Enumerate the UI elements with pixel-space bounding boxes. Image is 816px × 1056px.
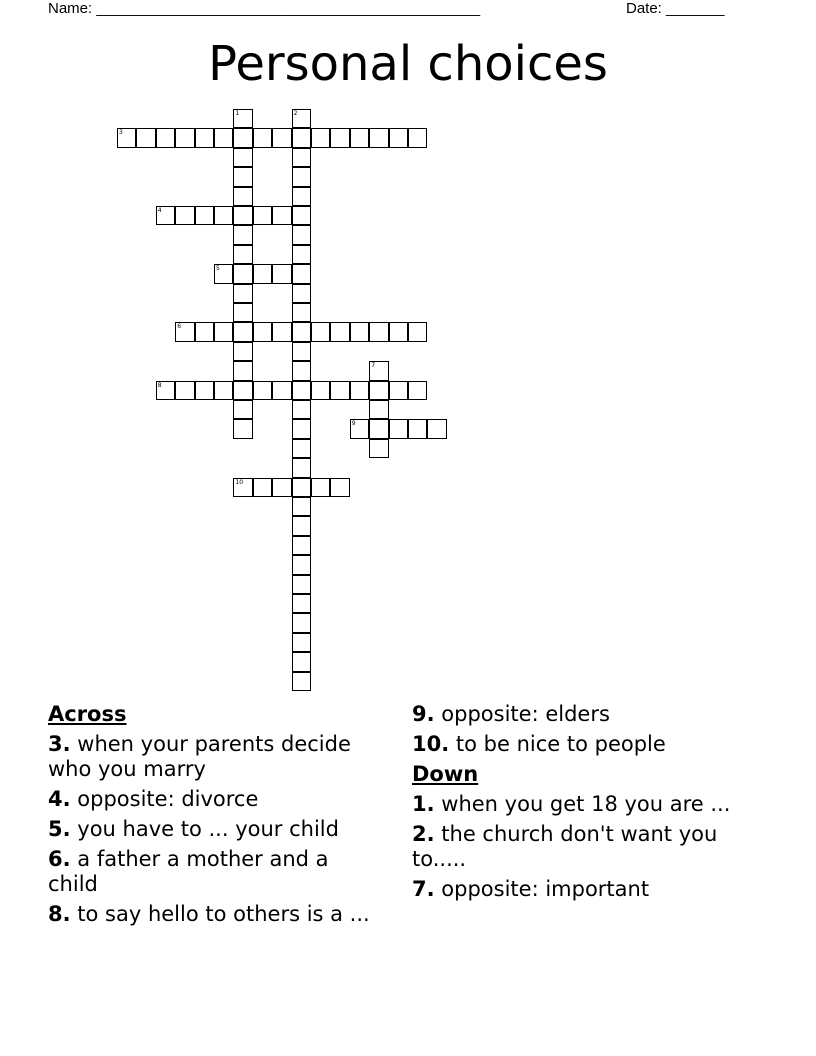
grid-cell[interactable] <box>156 206 175 225</box>
grid-cell[interactable] <box>253 206 272 225</box>
grid-cell[interactable] <box>330 322 349 341</box>
grid-cell[interactable] <box>195 206 214 225</box>
grid-cell[interactable] <box>292 206 311 225</box>
grid-cell[interactable] <box>253 128 272 147</box>
clue-across-9 <box>412 702 757 727</box>
clue-across-5 <box>48 817 383 842</box>
grid-cell[interactable] <box>272 128 291 147</box>
grid-cell[interactable] <box>369 361 388 380</box>
grid-cell[interactable] <box>292 225 311 244</box>
grid-cell[interactable] <box>272 381 291 400</box>
grid-cell[interactable] <box>292 381 311 400</box>
clue-number: 2. <box>412 822 435 846</box>
grid-cell[interactable] <box>330 478 349 497</box>
clue-text: the church don't want you to..... <box>412 822 718 871</box>
grid-cell[interactable] <box>292 284 311 303</box>
grid-cell[interactable] <box>292 109 311 128</box>
grid-cell[interactable] <box>292 516 311 535</box>
grid-cell[interactable] <box>253 322 272 341</box>
cell-number: 10 <box>235 478 244 486</box>
grid-cell[interactable] <box>233 303 252 322</box>
name-field-label: Name: ______________________________________________ <box>48 0 481 17</box>
grid-cell[interactable] <box>136 128 155 147</box>
clue-text: opposite: important <box>441 877 650 901</box>
grid-cell[interactable] <box>233 245 252 264</box>
clue-across-8 <box>48 902 383 927</box>
clue-number: 6. <box>48 847 71 871</box>
grid-cell[interactable] <box>408 322 427 341</box>
clue-number: 10. <box>412 732 450 756</box>
grid-cell[interactable] <box>272 264 291 283</box>
grid-cell[interactable] <box>292 361 311 380</box>
grid-cell[interactable] <box>272 322 291 341</box>
grid-cell[interactable] <box>214 322 233 341</box>
grid-cell[interactable] <box>233 206 252 225</box>
grid-cell[interactable] <box>292 594 311 613</box>
grid-cell[interactable] <box>272 206 291 225</box>
grid-cell[interactable] <box>292 303 311 322</box>
grid-cell[interactable] <box>427 419 446 438</box>
cell-number: 7 <box>371 362 376 370</box>
grid-cell[interactable] <box>408 128 427 147</box>
clue-across-4 <box>48 787 383 812</box>
down-heading: Down <box>412 762 479 786</box>
grid-cell[interactable] <box>292 245 311 264</box>
grid-cell[interactable] <box>233 284 252 303</box>
grid-cell[interactable] <box>233 225 252 244</box>
grid-cell[interactable] <box>330 381 349 400</box>
grid-cell[interactable] <box>292 439 311 458</box>
grid-cell[interactable] <box>292 652 311 671</box>
clue-text: opposite: divorce <box>77 787 259 811</box>
grid-cell[interactable] <box>311 322 330 341</box>
grid-cell[interactable] <box>292 167 311 186</box>
grid-cell[interactable] <box>214 381 233 400</box>
cell-number: 5 <box>216 265 220 273</box>
grid-cell[interactable] <box>292 672 311 691</box>
grid-cell[interactable] <box>156 381 175 400</box>
grid-cell[interactable] <box>233 187 252 206</box>
grid-cell[interactable] <box>330 128 349 147</box>
grid-cell[interactable] <box>233 128 252 147</box>
grid-cell[interactable] <box>272 478 291 497</box>
cell-number: 1 <box>235 110 240 117</box>
grid-cell[interactable] <box>292 555 311 574</box>
grid-cell[interactable] <box>233 342 252 361</box>
grid-cell[interactable] <box>350 322 369 341</box>
page-title: Personal choices <box>208 36 608 92</box>
grid-cell[interactable] <box>292 633 311 652</box>
grid-cell[interactable] <box>195 381 214 400</box>
cell-number: 4 <box>157 207 162 214</box>
grid-cell[interactable] <box>292 264 311 283</box>
grid-cell[interactable] <box>292 613 311 632</box>
clue-text: you have to ... your child <box>77 817 339 841</box>
clue-down-1 <box>412 792 757 817</box>
clue-text: when you get 18 you are ... <box>441 792 731 816</box>
grid-cell[interactable] <box>292 148 311 167</box>
across-heading: Across <box>48 702 127 726</box>
grid-cell[interactable] <box>369 128 388 147</box>
cell-number: 6 <box>177 323 182 331</box>
grid-cell[interactable] <box>389 322 408 341</box>
clue-down-2 <box>412 822 757 872</box>
grid-cell[interactable] <box>292 322 311 341</box>
grid-cell[interactable] <box>233 419 252 438</box>
grid-cell[interactable] <box>233 322 252 341</box>
grid-cell[interactable] <box>292 128 311 147</box>
grid-cell[interactable] <box>292 419 311 438</box>
grid-cell[interactable] <box>292 575 311 594</box>
clue-text: when your parents decide who you marry <box>48 732 351 781</box>
grid-cell[interactable] <box>233 148 252 167</box>
grid-cell[interactable] <box>350 419 369 438</box>
date-field-label: Date: _______ <box>626 0 725 17</box>
grid-cell[interactable] <box>389 128 408 147</box>
grid-cell[interactable] <box>311 478 330 497</box>
clue-text: to be nice to people <box>455 732 666 756</box>
clue-across-3 <box>48 732 383 782</box>
grid-cell[interactable] <box>292 458 311 477</box>
grid-cell[interactable] <box>117 128 136 147</box>
grid-cell[interactable] <box>156 128 175 147</box>
grid-cell[interactable] <box>195 128 214 147</box>
grid-cell[interactable] <box>214 128 233 147</box>
grid-cell[interactable] <box>408 419 427 438</box>
clue-number: 7. <box>412 877 435 901</box>
grid-cell[interactable] <box>175 381 194 400</box>
grid-cell[interactable] <box>175 206 194 225</box>
grid-cell[interactable] <box>369 419 388 438</box>
clue-across-6 <box>48 847 383 897</box>
grid-cell[interactable] <box>369 400 388 419</box>
grid-cell[interactable] <box>233 264 252 283</box>
grid-cell[interactable] <box>292 536 311 555</box>
cell-number: 9 <box>351 420 356 428</box>
grid-cell[interactable] <box>233 400 252 419</box>
cell-number: 2 <box>293 110 298 117</box>
clues-column-left <box>48 702 383 932</box>
clues-column-right <box>412 702 757 907</box>
clue-text: to say hello to others is a ... <box>77 902 370 926</box>
grid-cell[interactable] <box>311 128 330 147</box>
clue-number: 5. <box>48 817 71 841</box>
cell-number: 3 <box>119 129 123 137</box>
clue-text: a father a mother and a child <box>48 847 329 896</box>
grid-cell[interactable] <box>214 264 233 283</box>
clue-across-10 <box>412 732 757 757</box>
grid-cell[interactable] <box>292 400 311 419</box>
grid-cell[interactable] <box>195 322 214 341</box>
clue-number: 9. <box>412 702 435 726</box>
grid-cell[interactable] <box>253 478 272 497</box>
grid-cell[interactable] <box>311 381 330 400</box>
grid-cell[interactable] <box>389 381 408 400</box>
cell-number: 8 <box>157 381 162 389</box>
grid-cell[interactable] <box>389 419 408 438</box>
grid-cell[interactable] <box>292 187 311 206</box>
grid-cell[interactable] <box>233 109 252 128</box>
grid-cell[interactable] <box>253 264 272 283</box>
grid-cell[interactable] <box>233 167 252 186</box>
grid-cell[interactable] <box>292 478 311 497</box>
clue-down-7 <box>412 877 757 902</box>
grid-cell[interactable] <box>369 381 388 400</box>
clue-number: 8. <box>48 902 71 926</box>
grid-cell[interactable] <box>233 361 252 380</box>
grid-cell[interactable] <box>214 206 233 225</box>
grid-cell[interactable] <box>292 497 311 516</box>
grid-cell[interactable] <box>175 128 194 147</box>
grid-cell[interactable] <box>350 381 369 400</box>
grid-cell[interactable] <box>253 381 272 400</box>
grid-cell[interactable] <box>233 381 252 400</box>
clue-number: 3. <box>48 732 71 756</box>
grid-cell[interactable] <box>350 128 369 147</box>
clue-text: opposite: elders <box>441 702 610 726</box>
grid-cell[interactable] <box>369 322 388 341</box>
grid-cell[interactable] <box>292 342 311 361</box>
grid-cell[interactable] <box>233 478 252 497</box>
grid-cell[interactable] <box>369 439 388 458</box>
clue-number: 1. <box>412 792 435 816</box>
grid-cell[interactable] <box>408 381 427 400</box>
clue-number: 4. <box>48 787 71 811</box>
grid-cell[interactable] <box>175 322 194 341</box>
